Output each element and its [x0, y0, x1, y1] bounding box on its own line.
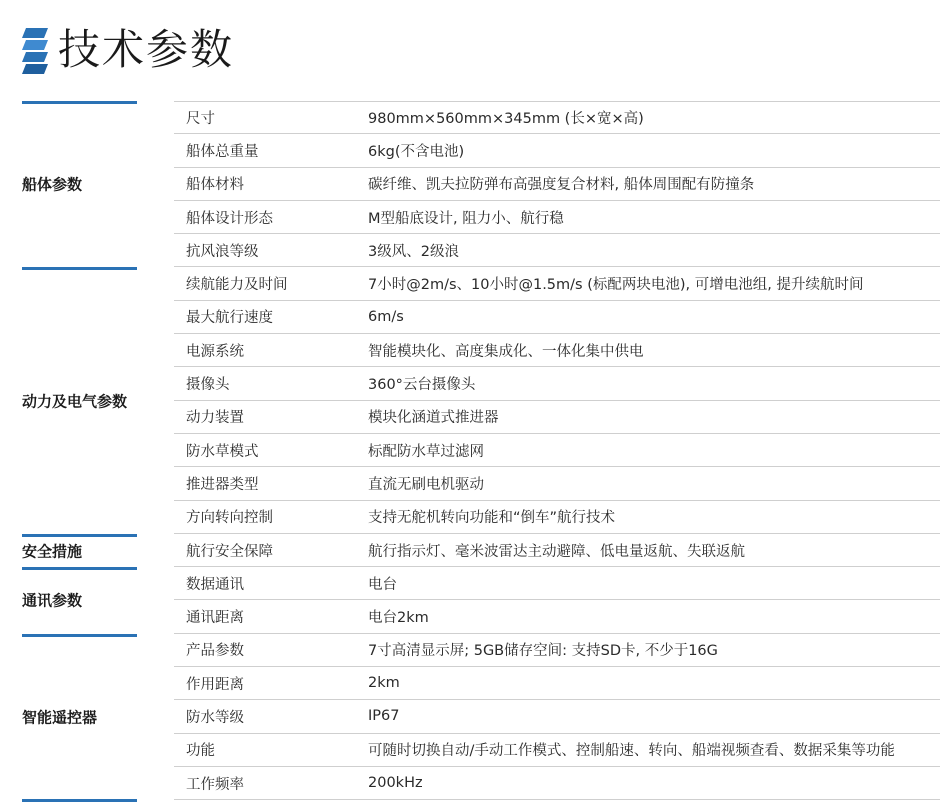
category-cell	[22, 634, 174, 800]
table-row	[174, 234, 940, 267]
spec-key: 数据通讯	[186, 576, 244, 593]
table-row	[174, 401, 940, 434]
category-label: 通讯参数	[22, 591, 83, 610]
category-accent-bar	[22, 101, 137, 104]
spec-key: 航行安全保障	[186, 543, 273, 560]
spec-key: 续航能力及时间	[186, 277, 288, 294]
spec-key: 防水等级	[186, 709, 244, 726]
category-cell	[22, 101, 174, 267]
spec-key: 船体材料	[186, 177, 244, 194]
spec-key: 最大航行速度	[186, 310, 273, 327]
category-label: 船体参数	[22, 175, 83, 194]
category-cell	[22, 567, 174, 634]
stripes-logo-icon	[22, 26, 52, 74]
category-accent-bar	[22, 799, 137, 802]
spec-key: 船体设计形态	[186, 210, 273, 227]
spec-rows	[174, 634, 940, 800]
category-cell	[22, 267, 174, 533]
spec-value: 7寸高清显示屏; 5GB储存空间: 支持SD卡, 不少于16G	[368, 643, 718, 660]
category-accent-bar	[22, 267, 137, 270]
spec-value: 电台2km	[368, 610, 429, 627]
spec-value: 6kg(不含电池)	[368, 143, 465, 160]
table-row	[174, 101, 940, 134]
spec-value: IP67	[368, 708, 400, 725]
spec-value: 碳纤维、凯夫拉防弹布高强度复合材料, 船体周围配有防撞条	[368, 177, 755, 194]
spec-value: 电台	[368, 576, 397, 593]
table-row	[174, 600, 940, 633]
table-row	[174, 501, 940, 534]
table-row	[174, 367, 940, 400]
spec-value: 6m/s	[368, 308, 404, 325]
spec-value: 支持无舵机转向功能和“倒车”航行技术	[368, 510, 616, 527]
spec-key: 功能	[186, 743, 215, 760]
spec-value: 航行指示灯、毫米波雷达主动避障、低电量返航、失联返航	[368, 543, 745, 560]
page-title: 技术参数	[58, 25, 235, 74]
table-row	[174, 734, 940, 767]
page-header	[22, 22, 234, 78]
spec-table	[22, 101, 940, 800]
table-row	[174, 634, 940, 667]
spec-key: 方向转向控制	[186, 510, 273, 527]
spec-key: 工作频率	[186, 776, 244, 793]
table-row	[174, 267, 940, 300]
spec-group	[22, 101, 940, 267]
spec-value: 模块化涵道式推进器	[368, 410, 499, 427]
table-row	[174, 467, 940, 500]
spec-rows	[174, 101, 940, 267]
table-row	[174, 534, 940, 567]
spec-group	[22, 567, 940, 634]
category-cell	[22, 534, 174, 567]
spec-value: 360°云台摄像头	[368, 377, 476, 394]
spec-value: 智能模块化、高度集成化、一体化集中供电	[368, 343, 644, 360]
table-row	[174, 434, 940, 467]
spec-value: 200kHz	[368, 775, 423, 792]
spec-key: 推进器类型	[186, 476, 259, 493]
table-row	[174, 134, 940, 167]
spec-key: 作用距离	[186, 676, 244, 693]
spec-key: 船体总重量	[186, 143, 259, 160]
table-row	[174, 168, 940, 201]
category-accent-bar	[22, 534, 137, 537]
table-row	[174, 667, 940, 700]
category-label: 智能遥控器	[22, 708, 98, 727]
spec-value: 980mm×560mm×345mm (长×宽×高)	[368, 110, 644, 127]
spec-group	[22, 267, 940, 533]
spec-rows	[174, 267, 940, 533]
spec-value: 直流无刷电机驱动	[368, 476, 484, 493]
spec-value: 7小时@2m/s、10小时@1.5m/s (标配两块电池), 可增电池组, 提升续航时间	[368, 277, 864, 294]
spec-rows	[174, 567, 940, 634]
spec-key: 产品参数	[186, 643, 244, 660]
spec-group	[22, 634, 940, 800]
spec-key: 电源系统	[186, 343, 244, 360]
table-row	[174, 700, 940, 733]
table-row	[174, 767, 940, 800]
spec-value: M型船底设计, 阻力小、航行稳	[368, 210, 564, 227]
table-row	[174, 301, 940, 334]
spec-value: 2km	[368, 675, 400, 692]
category-label: 动力及电气参数	[22, 392, 128, 411]
spec-group	[22, 534, 940, 567]
category-label: 安全措施	[22, 542, 83, 560]
spec-value: 3级风、2级浪	[368, 243, 459, 260]
spec-key: 通讯距离	[186, 610, 244, 627]
table-row	[174, 334, 940, 367]
spec-key: 抗风浪等级	[186, 243, 259, 260]
spec-value: 可随时切换自动/手动工作模式、控制船速、转向、船端视频查看、数据采集等功能	[368, 743, 895, 760]
spec-value: 标配防水草过滤网	[368, 443, 484, 460]
spec-key: 动力装置	[186, 410, 244, 427]
spec-key: 防水草模式	[186, 443, 259, 460]
category-accent-bar	[22, 634, 137, 637]
spec-key: 尺寸	[186, 110, 215, 127]
spec-key: 摄像头	[186, 377, 230, 394]
spec-rows	[174, 534, 940, 567]
table-row	[174, 201, 940, 234]
table-row	[174, 567, 940, 600]
category-accent-bar	[22, 567, 137, 570]
